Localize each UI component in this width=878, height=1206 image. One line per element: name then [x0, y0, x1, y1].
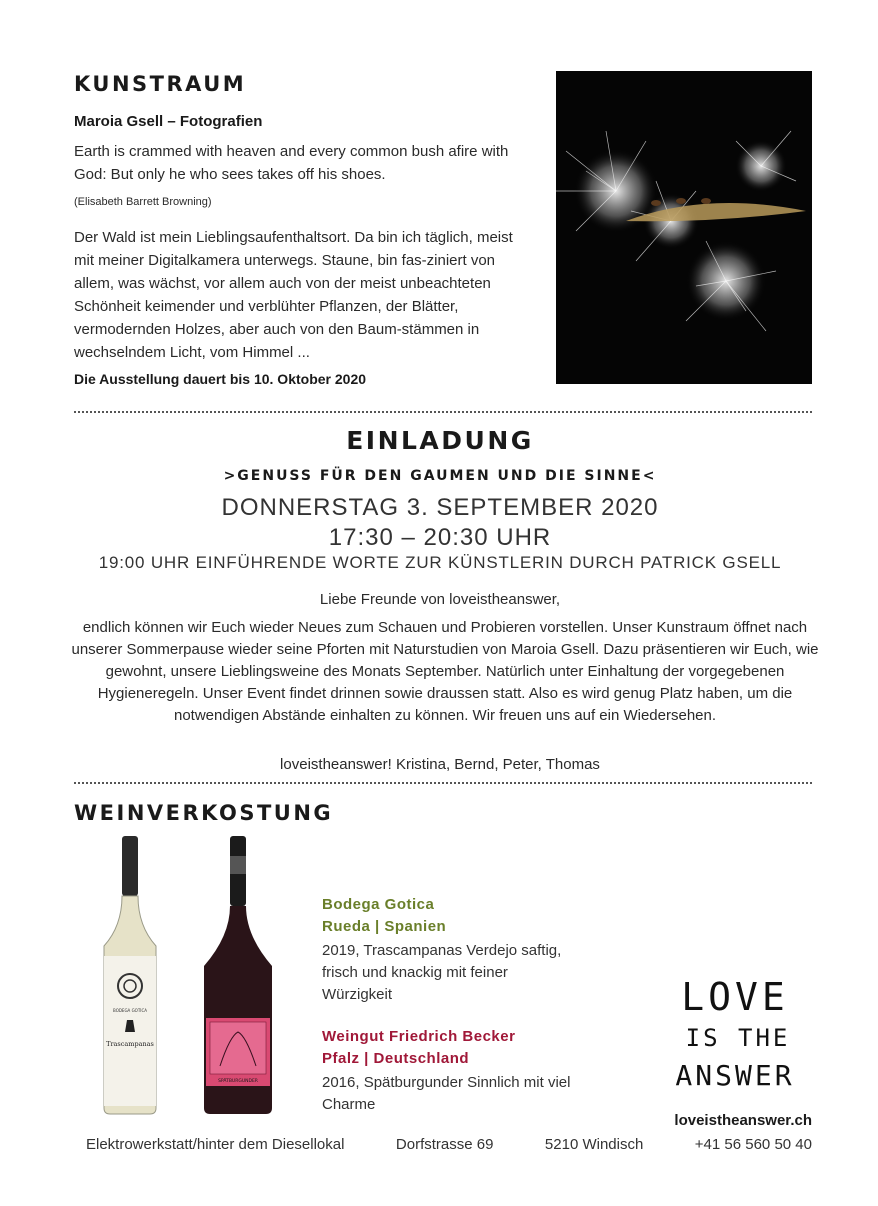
letter-greeting: Liebe Freunde von loveistheanswer, — [319, 591, 561, 608]
invitation-heading: EINLADUNG — [346, 426, 534, 455]
invitation-subtitle: >GENUSS FÜR DEN GAUMEN UND DIE SINNE< — [223, 468, 657, 484]
footer-city: 5210 Windisch — [544, 1136, 644, 1153]
artist-statement: Der Wald ist mein Lieblingsaufenthaltsort. Da bin ich täglich, meist mit meiner Digitalkamera unterwegs. Staune, bin fas-ziniert von allem, was wächst, vor allem auch von der meist unbeachteten Schönheit keimender und verblühter Pflanzen, der Blätter, vermodernden Holzes, aber auch von den Baum-stämmen in wechselndem Licht, vom Himmel ... — [74, 229, 513, 361]
footer-location: Elektrowerkstatt/hinter dem Diesellokal — [86, 1136, 345, 1153]
wine-2-producer: Weingut Friedrich Becker — [322, 1028, 516, 1045]
kunstraum-heading: KUNSTRAUM — [74, 72, 247, 96]
exhibition-dates: Die Ausstellung dauert bis 10. Oktober 2020 — [74, 371, 367, 387]
svg-text:BODEGA GOTICA: BODEGA GOTICA — [113, 1008, 147, 1013]
quote-text: Earth is crammed with heaven and every common bush afire with God: But only he who sees takes off his shoes. — [74, 143, 509, 183]
section-divider — [74, 782, 812, 784]
love-is-the-answer-logo — [660, 968, 810, 1098]
wine-2-description: 2016, Spätburgunder Sinnlich mit viel Charme — [322, 1074, 571, 1113]
red-wine-bottle-image — [200, 836, 276, 1116]
event-date: DONNERSTAG 3. SEPTEMBER 2020 — [221, 494, 659, 521]
event-note: 19:00 UHR EINFÜHRENDE WORTE ZUR KÜNSTLERIN DURCH PATRICK GSELL — [98, 553, 782, 572]
wine-1-producer: Bodega Gotica — [322, 896, 435, 913]
footer-street: Dorfstrasse 69 — [395, 1136, 494, 1153]
svg-text:SPÄTBURGUNDER: SPÄTBURGUNDER — [218, 1079, 258, 1084]
exhibition-subtitle: Maroia Gsell – Fotografien — [74, 113, 263, 130]
svg-text:LOVE: LOVE — [681, 975, 789, 1019]
quote-attribution: (Elisabeth Barrett Browning) — [74, 196, 212, 208]
letter-signature: loveistheanswer! Kristina, Bernd, Peter, Thomas — [280, 756, 600, 773]
wine-2-region: Pfalz | Deutschland — [322, 1050, 470, 1067]
white-wine-bottle-image — [98, 836, 162, 1116]
svg-text:ANSWER: ANSWER — [675, 1059, 795, 1092]
event-time: 17:30 – 20:30 UHR — [328, 524, 552, 551]
section-divider — [74, 411, 812, 413]
svg-text:IS THE: IS THE — [685, 1024, 791, 1052]
svg-text:Trascampanas: Trascampanas — [106, 1040, 154, 1048]
seed-pod-photograph — [556, 71, 812, 384]
footer-address-bar — [86, 1136, 812, 1153]
letter-body: endlich können wir Euch wieder Neues zum Schauen und Probieren vorstellen. Unser Kunstraum öffnet nach unserer Sommerpause wieder seine Pforten mit Naturstudien von Maroia Gsell. Dazu präsentieren wir Euch, wie gewohnt, unsere Lieblingsweine des Monats September. Natürlich unter Einhaltung der vorgegebenen Hygieneregeln. Unser Event findet drinnen sowie draussen statt. Also es wird genug Platz haben, um die notwendigen Abstände einhalten zu können. Wir freuen uns auf ein Wiedersehen. — [71, 619, 819, 724]
wine-1-region: Rueda | Spanien — [322, 918, 447, 935]
wine-tasting-heading: WEINVERKOSTUNG — [74, 801, 334, 825]
website-link[interactable]: loveistheanswer.ch — [674, 1112, 812, 1129]
footer-phone[interactable]: +41 56 560 50 40 — [694, 1136, 812, 1153]
wine-1-description: 2019, Trascampanas Verdejo saftig, frisch und knackig mit feiner Würzigkeit — [322, 942, 562, 1003]
